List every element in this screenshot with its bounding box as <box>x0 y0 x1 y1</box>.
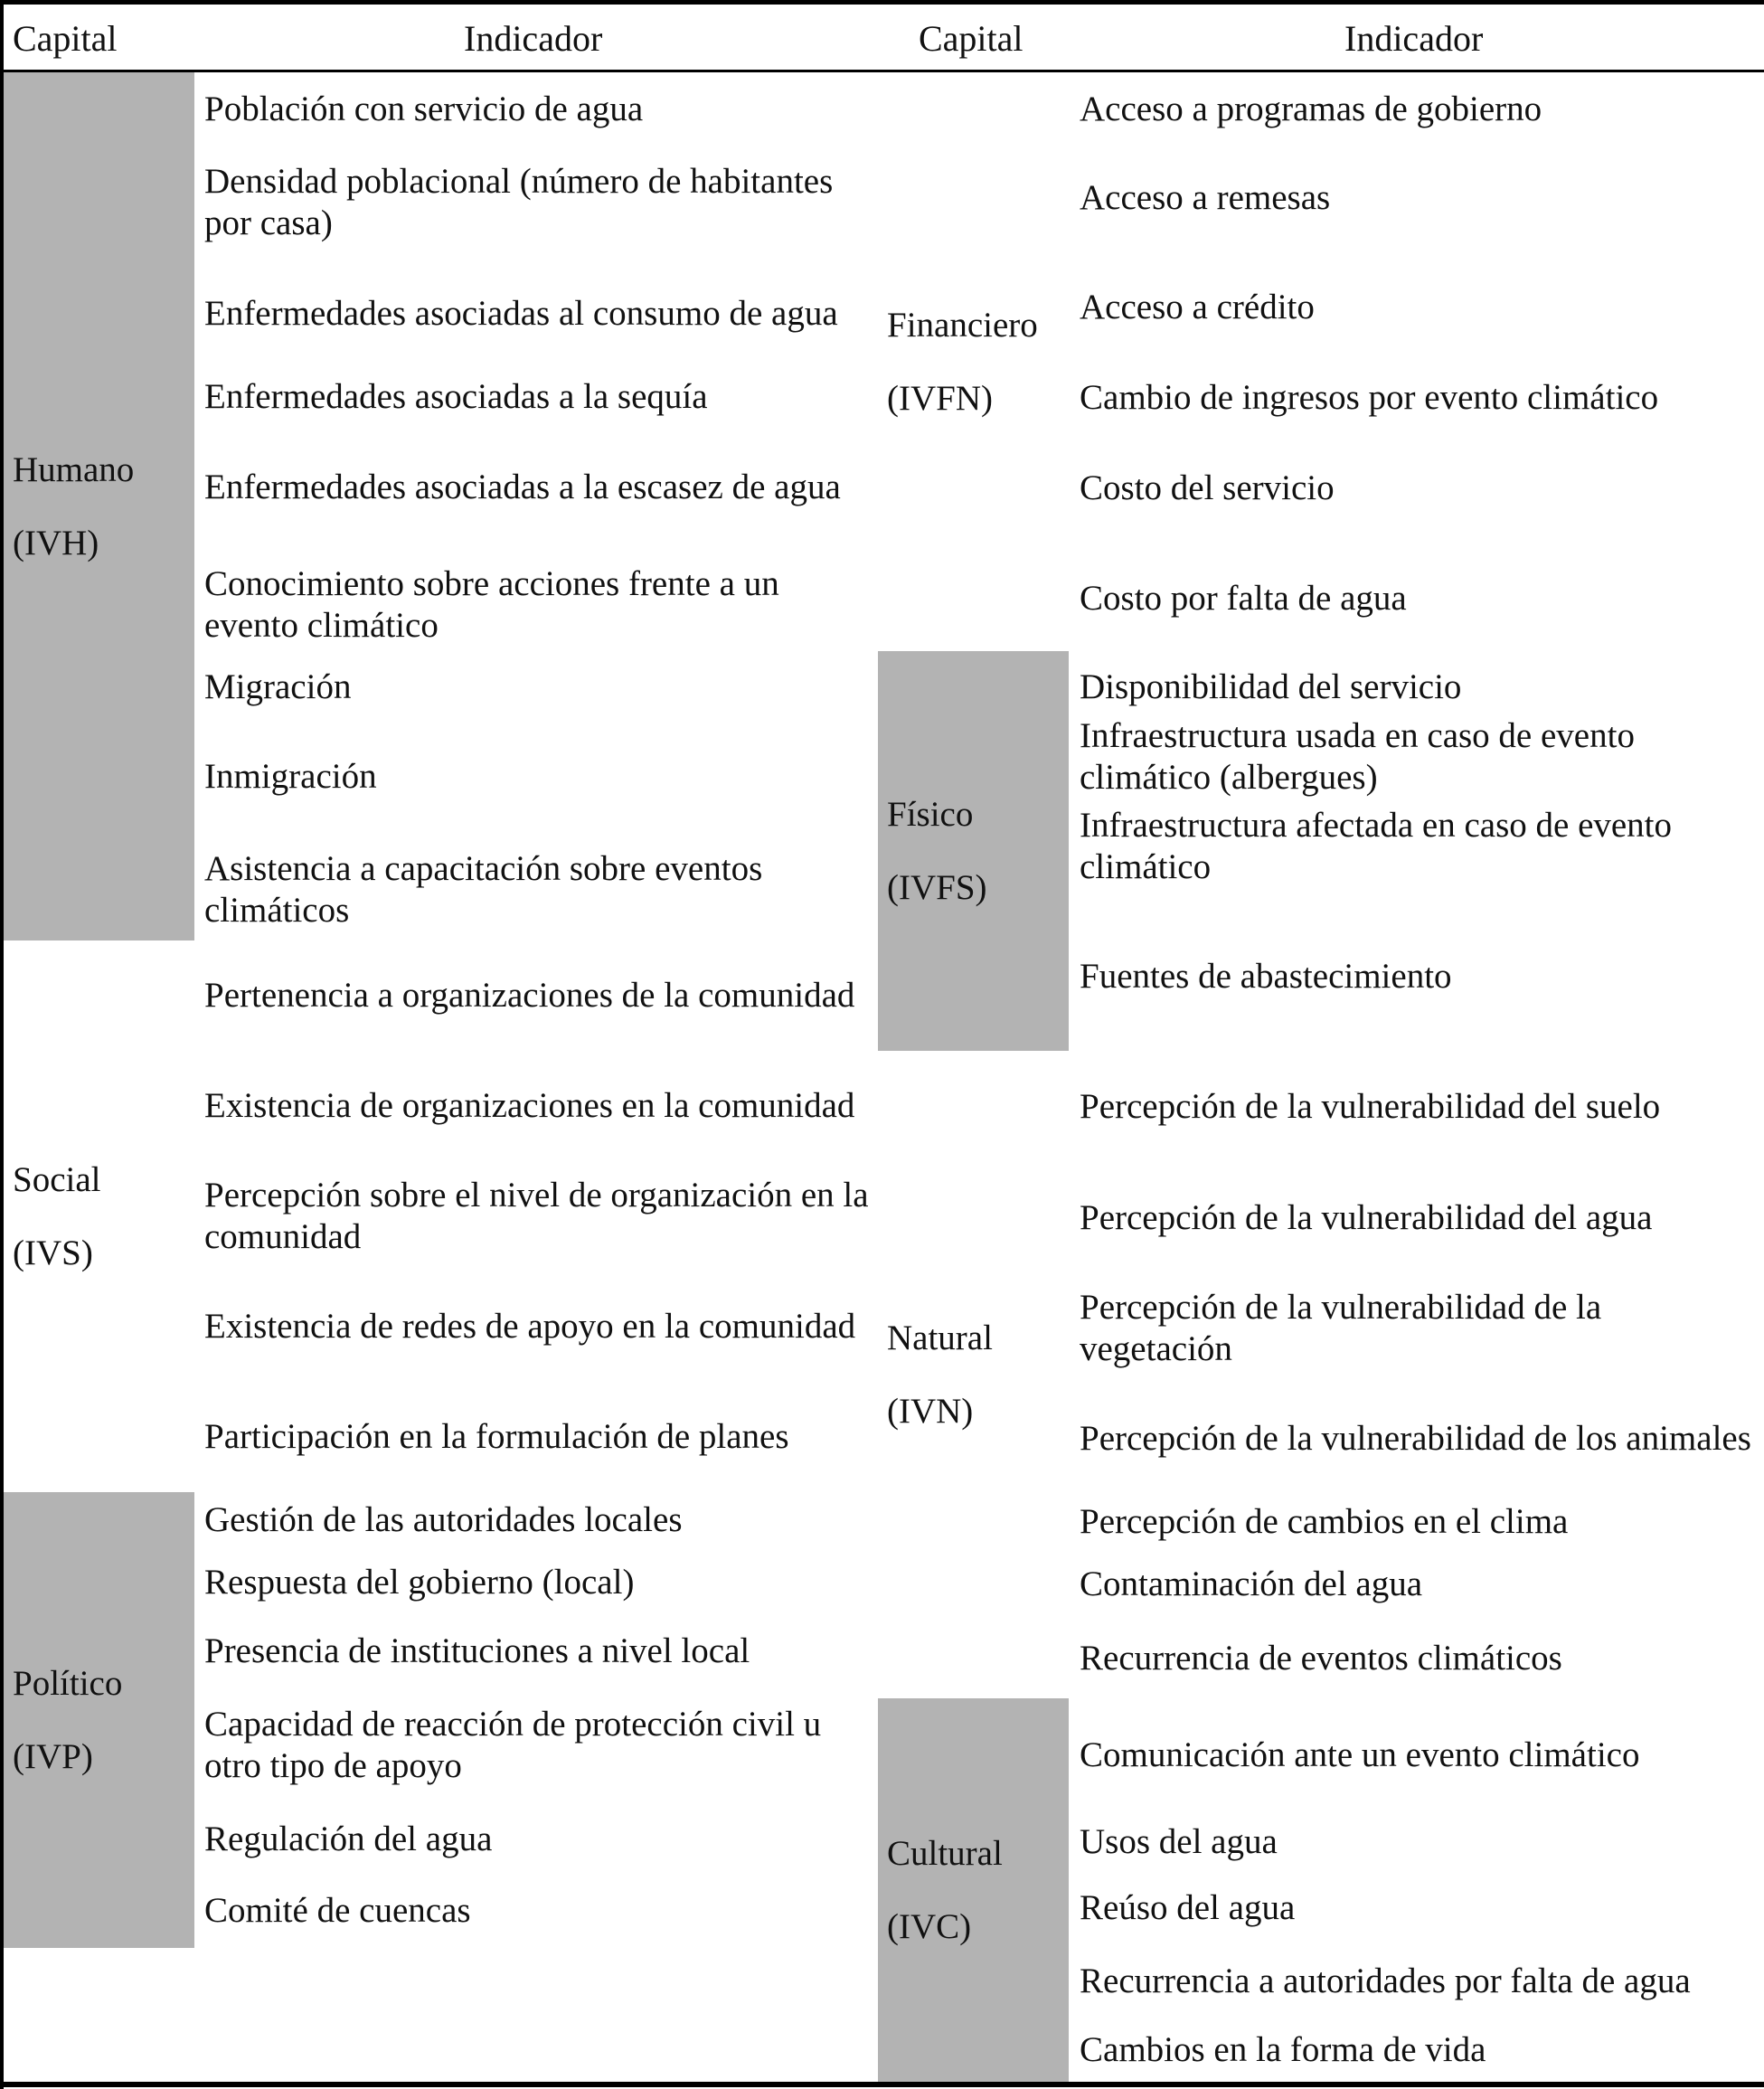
indicator-text: Percepción de cambios en el clima <box>1080 1502 1569 1541</box>
indicator-cell <box>204 259 873 369</box>
indicator-cell <box>204 425 873 550</box>
capital-name: Físico <box>887 795 974 834</box>
indicator-cell <box>1080 1550 1762 1619</box>
capital-code: (IVS) <box>13 1234 93 1272</box>
indicator-cell <box>204 550 873 660</box>
indicator-cell <box>204 839 873 941</box>
indicator-cell <box>204 369 873 425</box>
indicator-text: Densidad poblacional (número de habitantes por casa) <box>204 162 834 242</box>
capital-label <box>887 778 987 924</box>
capital-name: Humano <box>13 450 135 489</box>
capital-code: (IVFN) <box>887 379 993 418</box>
indicator-text: Asistencia a capacitación sobre eventos climáticos <box>204 849 763 930</box>
capital-label <box>887 1817 1003 1963</box>
indicator-cell <box>204 1805 873 1874</box>
indicator-cell <box>204 1874 873 1948</box>
indicator-text: Existencia de organizaciones en la comunidad <box>204 1086 855 1125</box>
capital-name: Natural <box>887 1319 993 1357</box>
table-top-border <box>0 0 1764 5</box>
indicator-text: Pertenencia a organizaciones de la comunidad <box>204 976 855 1015</box>
indicator-text: Acceso a programas de gobierno <box>1080 90 1542 128</box>
indicator-cell <box>204 1161 873 1271</box>
indicator-cell <box>1080 72 1762 147</box>
indicator-text: Usos del agua <box>1080 1822 1278 1861</box>
capital-label <box>13 1647 122 1793</box>
indicator-text: Enfermedades asociadas a la sequía <box>204 377 708 416</box>
indicator-text: Percepción de la vulnerabilidad de la vegetación <box>1080 1288 1602 1368</box>
indicator-cell <box>204 1271 873 1382</box>
indicator-text: Cambio de ingresos por evento climático <box>1080 378 1659 417</box>
indicator-text: Recurrencia de eventos climáticos <box>1080 1639 1562 1678</box>
indicator-text: Percepción de la vulnerabilidad del suelo <box>1080 1087 1661 1126</box>
indicator-cell <box>204 1617 873 1686</box>
indicator-cell <box>204 941 873 1051</box>
header-capital-right: Capital <box>919 18 1023 59</box>
capital-label <box>13 433 134 580</box>
indicator-cell <box>1080 1384 1762 1494</box>
indicator-text: Percepción de la vulnerabilidad del agua <box>1080 1198 1653 1237</box>
indicator-text: Respuesta del gobierno (local) <box>204 1563 635 1602</box>
indicator-text: Recurrencia a autoridades por falta de agua <box>1080 1961 1691 2000</box>
indicator-cell <box>204 714 873 839</box>
indicator-cell <box>1080 903 1762 1051</box>
indicator-cell <box>204 72 873 147</box>
indicator-cell <box>1080 250 1762 365</box>
table-bottom-border <box>0 2082 1764 2087</box>
indicator-text: Inmigración <box>204 757 377 796</box>
capital-code: (IVFS) <box>887 868 987 907</box>
indicator-text: Existencia de redes de apoyo en la comunidad <box>204 1307 856 1346</box>
indicator-text: Participación en la formulación de planes <box>204 1417 789 1456</box>
indicator-cell <box>204 1548 873 1617</box>
indicator-text: Gestión de las autoridades locales <box>204 1500 683 1539</box>
indicator-text: Acceso a crédito <box>1080 288 1315 326</box>
indicator-cell <box>1080 147 1762 250</box>
indicator-cell <box>1080 716 1762 797</box>
indicator-text: Población con servicio de agua <box>204 90 644 128</box>
capital-label <box>13 1143 100 1290</box>
header-capital-left: Capital <box>13 18 118 59</box>
header-indicator-left: Indicador <box>464 18 603 59</box>
indicator-text: Infraestructura usada en caso de evento climático (albergues) <box>1080 716 1635 797</box>
indicator-cell <box>204 1051 873 1161</box>
indicator-cell <box>1080 1872 1762 1944</box>
indicator-text: Percepción sobre el nivel de organización en la comunidad <box>204 1176 869 1256</box>
indicator-text: Presencia de instituciones a nivel local <box>204 1631 750 1670</box>
capital-name: Social <box>13 1160 101 1199</box>
capital-name: Cultural <box>887 1834 1003 1873</box>
indicator-text: Capacidad de reacción de protección civil u otro tipo de apoyo <box>204 1705 822 1785</box>
indicator-text: Reúso del agua <box>1080 1888 1296 1927</box>
indicator-text: Regulación del agua <box>204 1820 493 1858</box>
indicator-cell <box>1080 2018 1762 2082</box>
header-indicator-right: Indicador <box>1344 18 1484 59</box>
indicator-text: Costo del servicio <box>1080 468 1335 507</box>
indicator-cell <box>1080 651 1762 723</box>
indicator-text: Contaminación del agua <box>1080 1564 1423 1603</box>
indicator-text: Costo por falta de agua <box>1080 579 1407 618</box>
indicator-cell <box>1080 1494 1762 1550</box>
indicator-cell <box>1080 1812 1762 1872</box>
indicator-cell <box>1080 365 1762 430</box>
capital-label <box>887 1301 993 1448</box>
indicator-cell <box>204 147 873 259</box>
capital-code: (IVC) <box>887 1907 972 1946</box>
indicator-cell <box>1080 1051 1762 1163</box>
indicator-text: Cambios en la forma de vida <box>1080 2030 1486 2069</box>
indicator-cell <box>1080 1944 1762 2018</box>
indicator-text: Comunicación ante un evento climático <box>1080 1735 1640 1774</box>
indicator-cell <box>204 1492 873 1548</box>
indicator-text: Percepción de la vulnerabilidad de los animales <box>1080 1419 1751 1458</box>
indicator-cell <box>204 660 873 714</box>
capital-code: (IVH) <box>13 524 99 562</box>
indicator-text: Disponibilidad del servicio <box>1080 667 1462 706</box>
capital-label <box>887 288 1038 435</box>
indicator-text: Enfermedades asociadas al consumo de agua <box>204 294 838 333</box>
indicator-text: Enfermedades asociadas a la escasez de agua <box>204 468 841 506</box>
indicator-cell <box>1080 1273 1762 1384</box>
indicator-text: Migración <box>204 667 352 706</box>
indicator-cell <box>1080 1163 1762 1273</box>
indicator-cell <box>1080 430 1762 546</box>
capital-name: Político <box>13 1664 123 1703</box>
indicator-cell <box>204 1686 873 1805</box>
capital-name: Financiero <box>887 306 1038 345</box>
indicator-cell <box>204 1382 873 1492</box>
indicator-cell <box>1080 790 1762 903</box>
indicator-text: Fuentes de abastecimiento <box>1080 957 1452 996</box>
indicator-cell <box>1080 1698 1762 1812</box>
indicator-text: Comité de cuencas <box>204 1891 471 1930</box>
indicator-cell <box>1080 1619 1762 1698</box>
capital-code: (IVN) <box>887 1392 974 1431</box>
indicator-cell <box>1080 546 1762 651</box>
capital-code: (IVP) <box>13 1737 93 1776</box>
indicator-text: Conocimiento sobre acciones frente a un evento climático <box>204 564 779 645</box>
indicator-text: Acceso a remesas <box>1080 178 1331 217</box>
indicator-text: Infraestructura afectada en caso de evento climático <box>1080 806 1673 886</box>
